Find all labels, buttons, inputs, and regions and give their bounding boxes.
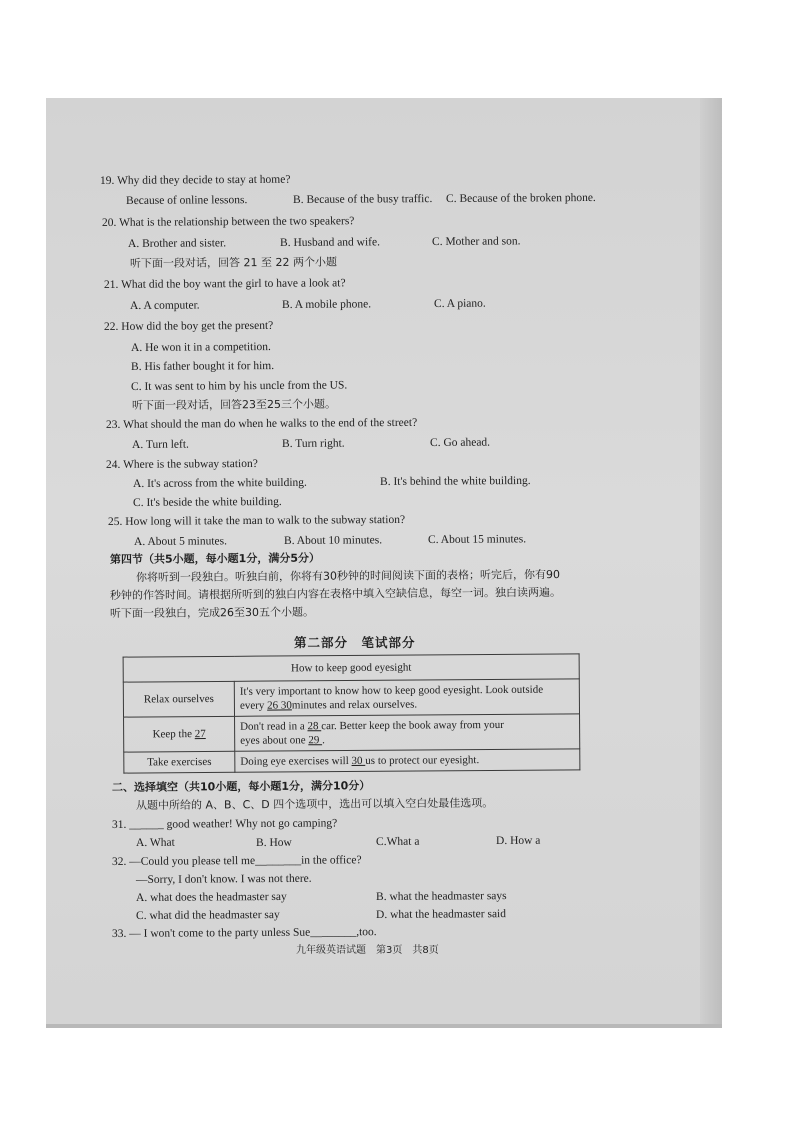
row-text-keep bbox=[235, 714, 580, 751]
q19-option-a: Because of online lessons. bbox=[125, 194, 248, 207]
q19-stem: 19. Why did they decide to stay at home? bbox=[99, 173, 291, 187]
row-text-relax bbox=[234, 679, 579, 716]
section4-instruction-line1: 你将听到一段独白。听独白前，你将有30秒钟的时间阅读下面的表格；听完后，你有90 bbox=[135, 568, 561, 584]
q20-option-c: C. Mother and son. bbox=[431, 235, 521, 248]
row-text-line: Don't read in a bbox=[240, 720, 308, 733]
q22-option-c: C. It was sent to him by his uncle from the US. bbox=[130, 379, 348, 393]
q23-option-a: A. Turn left. bbox=[131, 438, 189, 451]
q22-option-a: A. He won it in a competition. bbox=[130, 341, 271, 354]
q32-option-d: D. what the headmaster said bbox=[375, 908, 507, 921]
blank-29: 29 bbox=[308, 734, 323, 747]
row-text-line: . bbox=[322, 734, 325, 747]
q22-stem: 22. How did the boy get the present? bbox=[103, 319, 274, 333]
q19-option-c: C. Because of the broken phone. bbox=[445, 191, 596, 205]
q32-option-a: A. what does the headmaster say bbox=[135, 890, 287, 904]
q23-option-c: C. Go ahead. bbox=[429, 436, 491, 449]
q25-stem: 25. How long will it take the man to walk to the subway station? bbox=[107, 513, 406, 528]
row-text-line: us to protect our eyesight. bbox=[365, 754, 480, 767]
blank-26: 26 30 bbox=[267, 699, 292, 712]
q31-option-c: C.What a bbox=[375, 835, 420, 848]
q32-reply: —Sorry, I don't know. I was not there. bbox=[135, 872, 312, 886]
row-text-line: every bbox=[239, 699, 268, 712]
q31-option-b: B. How bbox=[255, 836, 292, 849]
row-text-exercise bbox=[235, 749, 580, 772]
row-text-line: eyes about one bbox=[240, 734, 309, 747]
q24-option-b: B. It's behind the white building. bbox=[379, 474, 531, 488]
blank-27: 27 bbox=[194, 728, 206, 741]
q33-stem: 33. — I won't come to the party unless Sue________,too. bbox=[111, 926, 377, 940]
q25-option-c: C. About 15 minutes. bbox=[427, 533, 527, 546]
eyesight-table bbox=[123, 653, 581, 773]
instruction-21-22: 听下面一段对话，回答 21 至 22 两个小题 bbox=[129, 255, 338, 270]
q22-option-b: B. His father bought it for him. bbox=[130, 360, 275, 373]
q32-option-c: C. what did the headmaster say bbox=[135, 908, 280, 922]
q23-option-b: B. Turn right. bbox=[281, 437, 345, 450]
section4-instruction-line3: 听下面一段独白，完成26至30五个小题。 bbox=[109, 605, 315, 620]
q32-option-b: B. what the headmaster says bbox=[375, 890, 507, 903]
table-row bbox=[124, 714, 580, 752]
q20-stem: 20. What is the relationship between the two speakers? bbox=[101, 215, 355, 229]
q19-option-b: B. Because of the busy traffic. bbox=[292, 193, 433, 206]
instruction-23-25: 听下面一段对话，回答23至25三个小题。 bbox=[131, 397, 337, 412]
section4-title: 第四节（共5小题，每小题1分，满分5分） bbox=[109, 551, 321, 566]
blank-28: 28 bbox=[307, 720, 322, 733]
row-label-keep bbox=[124, 716, 235, 752]
scanned-page-photo bbox=[46, 98, 722, 1028]
q25-option-b: B. About 10 minutes. bbox=[283, 534, 383, 547]
q23-stem: 23. What should the man do when he walks to the end of the street? bbox=[105, 416, 418, 431]
q24-option-c: C. It's beside the white building. bbox=[132, 495, 282, 509]
part2-section1-title: 二、选择填空（共10小题，每小题1分，满分10分） bbox=[111, 779, 371, 794]
row-label-text: Keep the bbox=[152, 728, 195, 741]
row-text-line: Doing eye exercises will bbox=[240, 755, 352, 768]
q21-stem: 21. What did the boy want the girl to have a look at? bbox=[103, 277, 346, 291]
q21-option-b: B. A mobile phone. bbox=[281, 298, 372, 311]
q20-option-a: A. Brother and sister. bbox=[127, 237, 227, 250]
q25-option-a: A. About 5 minutes. bbox=[133, 535, 228, 548]
table-header: How to keep good eyesight bbox=[123, 654, 579, 682]
blank-30: 30 bbox=[351, 754, 366, 768]
row-text-line: minutes and relax ourselves. bbox=[291, 698, 418, 712]
q21-option-c: C. A piano. bbox=[433, 297, 486, 310]
q32-stem: 32. —Could you please tell me________in the office? bbox=[111, 854, 362, 868]
table-row bbox=[123, 679, 579, 717]
q31-option-a: A. What bbox=[135, 836, 175, 849]
row-text-line: car. Better keep the book away from your bbox=[321, 718, 504, 733]
row-label-relax: Relax ourselves bbox=[123, 681, 234, 717]
q31-option-d: D. How a bbox=[495, 834, 541, 847]
exam-paper bbox=[46, 98, 722, 1028]
part2-title: 第二部分 笔试部分 bbox=[294, 635, 416, 650]
row-text-line: It's very important to know how to keep good eyesight. Look outside bbox=[239, 683, 544, 698]
q24-option-a: A. It's across from the white building. bbox=[132, 476, 307, 490]
section4-instruction-line2: 秒钟的作答时间。请根据所听到的独白内容在表格中填入空缺信息，每空一词。独白读两遍。 bbox=[109, 585, 562, 602]
row-label-exercise: Take exercises bbox=[124, 751, 235, 773]
q20-option-b: B. Husband and wife. bbox=[279, 236, 381, 249]
q21-option-a: A. A computer. bbox=[129, 299, 200, 312]
page-footer: 九年级英语试题 第3页 共8页 bbox=[296, 945, 439, 956]
q31-stem: 31. ______ good weather! Why not go camping? bbox=[111, 817, 338, 831]
table-row bbox=[124, 749, 580, 773]
part2-section1-instruction: 从题中所给的 A、B、C、D 四个选项中，选出可以填入空白处最佳选项。 bbox=[135, 796, 494, 812]
table-header-row bbox=[123, 654, 579, 682]
q24-stem: 24. Where is the subway station? bbox=[105, 457, 258, 471]
